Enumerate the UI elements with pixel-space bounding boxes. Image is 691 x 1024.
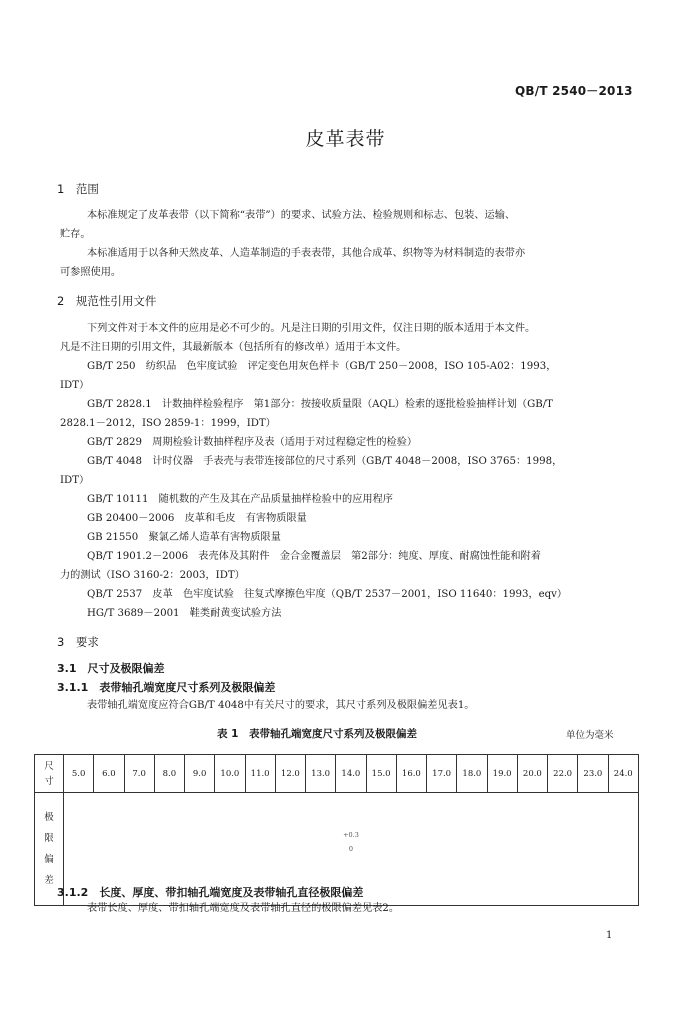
clause-3-1-1-heading: 3.1.1 表带轴孔端宽度尺寸系列及极限偏差 [57, 681, 276, 694]
size-cell: 15.0 [366, 755, 396, 793]
document-title: 皮革表带 [305, 128, 386, 150]
reference-item: GB/T 2829 周期检验计数抽样程序及表（适用于对过程稳定性的检验） [87, 437, 418, 448]
reference-item: QB/T 1901.2－2006 表壳体及其附件 金合金覆盖层 第2部分：纯度、厚度、耐腐蚀性能和附着 [87, 551, 541, 562]
table-row [35, 755, 639, 793]
reference-item: 力的测试（ISO 3160-2：2003，IDT） [60, 570, 245, 581]
reference-item: 2828.1－2012，ISO 2859-1：1999，IDT） [60, 418, 276, 429]
standard-number: QB/T 2540－2013 [515, 84, 633, 98]
section-1-para-2-line-1: 本标准适用于以各种天然皮革、人造革制造的手表表带，其他合成革、织物等为材料制造的表带亦 [87, 248, 526, 259]
section-2-heading: 2 规范性引用文件 [57, 294, 157, 308]
table-1-unit: 单位为毫米 [566, 730, 614, 741]
reference-item: GB/T 2828.1 计数抽样检验程序 第1部分：按接收质量限（AQL）检索的逐批检验抽样计划（GB/T [87, 399, 553, 410]
page-number: 1 [606, 930, 613, 941]
size-cell: 14.0 [336, 755, 366, 793]
size-cell: 7.0 [124, 755, 154, 793]
size-cell: 17.0 [427, 755, 457, 793]
size-cell: 12.0 [275, 755, 305, 793]
section-3-heading: 3 要求 [57, 635, 99, 649]
deviation-upper: +0.3 [343, 831, 359, 839]
reference-item: IDT） [60, 380, 90, 391]
clause-3-1-heading: 3.1 尺寸及极限偏差 [57, 662, 165, 675]
reference-item: GB/T 4048 计时仪器 手表壳与表带连接部位的尺寸系列（GB/T 4048－2008，ISO 3765：1998， [87, 456, 563, 467]
reference-item: HG/T 3689－2001 鞋类耐黄变试验方法 [87, 608, 282, 619]
size-cell: 9.0 [185, 755, 215, 793]
size-cell: 10.0 [215, 755, 245, 793]
reference-item: GB 21550 聚氯乙烯人造革有害物质限量 [87, 532, 281, 543]
reference-item: GB 20400－2006 皮革和毛皮 有害物质限量 [87, 513, 307, 524]
size-cell: 5.0 [64, 755, 94, 793]
section-2-intro-line-1: 下列文件对于本文件的应用是必不可少的。凡是注日期的引用文件，仅注日期的版本适用于本文件。 [87, 323, 536, 334]
size-cell: 20.0 [517, 755, 547, 793]
size-cell: 23.0 [578, 755, 608, 793]
clause-3-1-2-heading: 3.1.2 长度、厚度、带扣轴孔端宽度及表带轴孔直径极限偏差 [57, 886, 364, 899]
size-cell: 8.0 [154, 755, 184, 793]
section-1-para-1-line-2: 贮存。 [60, 229, 91, 240]
reference-item: GB/T 250 纺织品 色牢度试验 评定变色用灰色样卡（GB/T 250－2008，ISO 105-A02：1993， [87, 361, 557, 372]
section-1-heading: 1 范围 [57, 182, 99, 196]
row-header-deviation: 极 限 偏 差 [35, 793, 64, 906]
reference-item: IDT） [60, 475, 90, 486]
size-cell: 18.0 [457, 755, 487, 793]
clause-3-1-2-text: 表带长度、厚度、带扣轴孔端宽度及表带轴孔直径的极限偏差见表2。 [87, 903, 400, 914]
size-cell: 13.0 [306, 755, 336, 793]
size-cell: 16.0 [396, 755, 426, 793]
row-header-size: 尺 寸 [35, 755, 64, 793]
size-cell: 11.0 [245, 755, 275, 793]
reference-item: GB/T 10111 随机数的产生及其在产品质量抽样检验中的应用程序 [87, 494, 393, 505]
clause-3-1-1-text: 表带轴孔端宽度应符合GB/T 4048中有关尺寸的要求，其尺寸系列及极限偏差见表1。 [87, 700, 475, 711]
section-1-para-2-line-2: 可参照使用。 [60, 267, 122, 278]
section-2-intro-line-2: 凡是不注日期的引用文件，其最新版本（包括所有的修改单）适用于本文件。 [60, 342, 407, 353]
size-cell: 6.0 [94, 755, 124, 793]
deviation-lower: 0 [348, 845, 354, 853]
size-cell: 22.0 [548, 755, 578, 793]
section-1-para-1-line-1: 本标准规定了皮革表带（以下简称“表带”）的要求、试验方法、检验规则和标志、包装、运输、 [87, 210, 516, 221]
table-1-caption: 表 1 表带轴孔端宽度尺寸系列及极限偏差 [217, 728, 417, 740]
size-cell: 19.0 [487, 755, 517, 793]
size-cell: 24.0 [608, 755, 639, 793]
reference-item: QB/T 2537 皮革 色牢度试验 往复式摩擦色牢度（QB/T 2537－2001，ISO 11640：1993，eqv） [87, 589, 568, 600]
